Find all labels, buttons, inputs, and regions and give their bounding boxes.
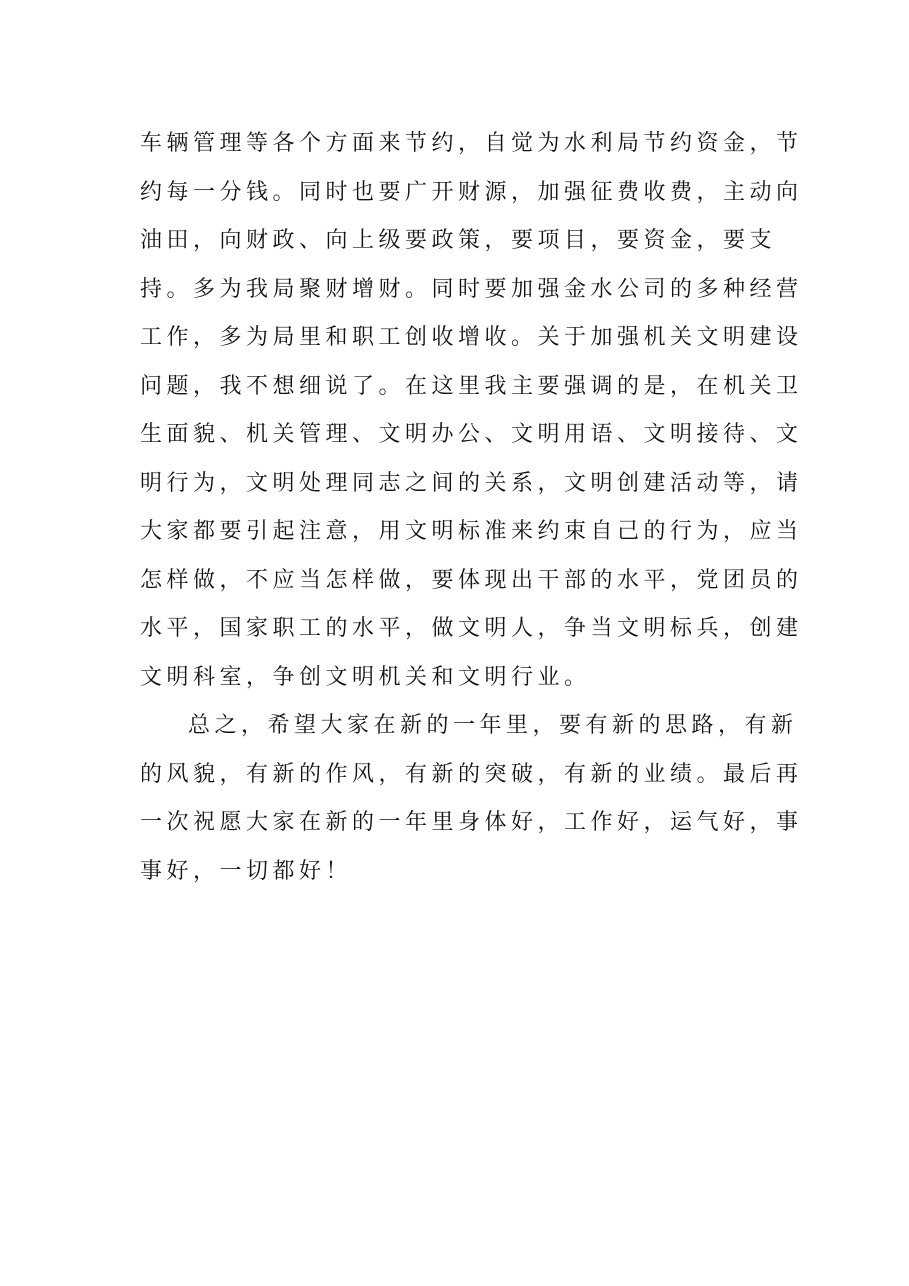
paragraph-1-line: 油田，向财政、向上级要政策，要项目，要资金，要支: [140, 228, 777, 253]
paragraph-1-line: 水平，国家职工的水平，做文明人，争当文明标兵，创建: [140, 616, 803, 641]
paragraph-1-line: 明行为，文明处理同志之间的关系，文明创建活动等，请: [140, 470, 803, 496]
paragraph-1-line: 持。多为我局聚财增财。同时要加强金水公司的多种经营: [140, 276, 803, 302]
paragraph-1-line: 工作，多为局里和职工创收增收。关于加强机关文明建设: [140, 325, 803, 350]
paragraph-2-line: 的风貌，有新的作风，有新的突破，有新的业绩。最后再: [140, 761, 803, 787]
paragraph-1-line: 约每一分钱。同时也要广开财源，加强征费收费，主动向: [140, 179, 803, 205]
paragraph-2-line: 总之，希望大家在新的一年里，要有新的思路，有新: [188, 713, 798, 738]
paragraph-1-line: 文明科室，争创文明机关和文明行业。: [140, 664, 591, 690]
paragraph-1-line: 大家都要引起注意，用文明标准来约束自己的行为，应当: [140, 519, 803, 544]
paragraph-1-line: 生面貌、机关管理、文明办公、文明用语、文明接待、文: [140, 422, 803, 447]
paragraph-1-line: 车辆管理等各个方面来节约，自觉为水利局节约资金，节: [140, 131, 803, 156]
paragraph-1-line: 怎样做，不应当怎样做，要体现出干部的水平，党团员的: [140, 567, 803, 593]
paragraph-2-line: 事好，一切都好！: [140, 858, 353, 884]
body-text: [140, 120, 803, 896]
paragraph-1-line: 问题，我不想细说了。在这里我主要强调的是，在机关卫: [140, 373, 803, 399]
paragraph-2-line: 一次祝愿大家在新的一年里身体好，工作好，运气好，事: [140, 810, 803, 835]
